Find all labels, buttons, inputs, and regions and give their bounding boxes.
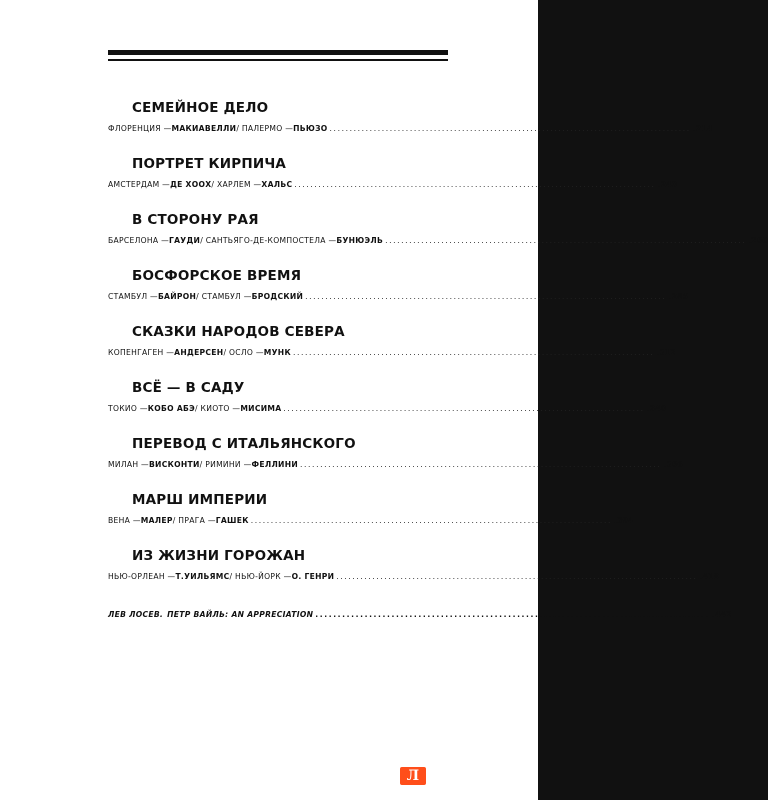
person-name: ХАЛЬС	[261, 180, 293, 189]
leader-dots: ..........................................................................................	[250, 516, 612, 525]
city-name: СТАМБУЛ —	[108, 292, 158, 301]
final-entry-page-number: .442	[711, 610, 732, 619]
person-name: МИСИМА	[240, 404, 282, 413]
person-name: БАЙРОН	[157, 292, 197, 301]
toc-entry	[108, 548, 720, 604]
city-name: / КИОТО —	[194, 404, 241, 413]
leader-dots: ..........................................................................................	[329, 124, 691, 133]
person-name: ДЕ ХООХ	[170, 180, 212, 189]
top-thick-rule	[108, 50, 448, 55]
city-name: БАРСЕЛОНА —	[108, 236, 169, 245]
chapter-title: ПОРТРЕТ КИРПИЧА	[132, 156, 287, 172]
person-name: МАЛЕР	[140, 516, 173, 525]
person-name: БУНЮЭЛЬ	[336, 236, 384, 245]
publisher-logo	[400, 767, 426, 785]
city-name: / ПРАГА —	[172, 516, 216, 525]
city-name: / САНТЬЯГО-ДЕ-КОМПОСТЕЛА —	[200, 236, 337, 245]
person-name: ГАУДИ	[168, 236, 201, 245]
chapter-title: ПЕРЕВОД С ИТАЛЬЯНСКОГО	[132, 436, 356, 452]
page-number: .240	[657, 180, 678, 189]
chapter-subtitle-line	[108, 404, 667, 413]
city-name: / ХАРЛЕМ —	[211, 180, 262, 189]
chapter-subtitle-line	[108, 180, 678, 189]
toc-entry	[108, 324, 676, 380]
table-of-contents	[108, 100, 768, 604]
city-name: ВЕНА —	[108, 516, 141, 525]
chapter-title: ИЗ ЖИЗНИ ГОРОЖАН	[132, 548, 306, 564]
leader-dots: ..........................................................................................	[283, 404, 645, 413]
city-name: КОПЕНГАГЕН —	[108, 348, 175, 357]
page-number: .260	[748, 236, 768, 245]
chapter-title: ВСЁ — В САДУ	[132, 380, 245, 396]
city-name: ТОКИО —	[108, 404, 148, 413]
leader-dots: ..........................................................................................	[385, 236, 747, 245]
chapter-subtitle-line	[108, 572, 720, 581]
toc-entry	[108, 436, 683, 492]
chapter-subtitle-line	[108, 348, 676, 357]
final-entry-title: ПЕТР ВАЙЛЬ: AN APPRECIATION	[167, 610, 314, 619]
logo-letter: Л	[406, 768, 420, 784]
toc-entry	[108, 212, 768, 268]
chapter-subtitle-line	[108, 292, 688, 301]
page-number: .286	[668, 292, 688, 301]
city-name: НЬЮ-ОРЛЕАН —	[108, 572, 176, 581]
person-name: О. ГЕНРИ	[291, 572, 335, 581]
person-name: ВИСКОНТИ	[148, 460, 200, 469]
chapter-title: СКАЗКИ НАРОДОВ СЕВЕРА	[132, 324, 345, 340]
leader-dots: ..........................................................................................	[292, 348, 655, 357]
page-number: .214	[692, 124, 713, 133]
leader-dots: ..........................................................................................	[300, 460, 662, 469]
top-thin-rule	[108, 59, 448, 61]
city-name: / ПАЛЕРМО —	[236, 124, 294, 133]
toc-entry	[108, 156, 678, 212]
chapter-subtitle-line	[108, 124, 713, 133]
chapter-subtitle-line	[108, 236, 768, 245]
city-name: / ОСЛО —	[223, 348, 264, 357]
chapter-title: В СТОРОНУ РАЯ	[132, 212, 259, 228]
chapter-title: СЕМЕЙНОЕ ДЕЛО	[132, 100, 269, 116]
toc-entry	[108, 492, 634, 548]
page-number: .340	[646, 404, 667, 413]
toc-final-entry	[108, 610, 732, 619]
person-name: ФЕЛЛИНИ	[251, 460, 299, 469]
chapter-title: БОСФОРСКОЕ ВРЕМЯ	[132, 268, 302, 284]
city-name: АМСТЕРДАМ —	[108, 180, 171, 189]
toc-entry	[108, 100, 713, 156]
chapter-subtitle-line	[108, 516, 634, 525]
leader-dots: ........................................................................................	[315, 610, 710, 619]
person-name: КОБО АБЭ	[147, 404, 195, 413]
person-name: МАКИАВЕЛЛИ	[171, 124, 237, 133]
person-name: БРОДСКИЙ	[251, 292, 304, 301]
city-name: МИЛАН —	[108, 460, 149, 469]
chapter-title: МАРШ ИМПЕРИИ	[132, 492, 268, 508]
city-name: ФЛОРЕНЦИЯ —	[108, 124, 172, 133]
chapter-subtitle-line	[108, 460, 683, 469]
final-entry-author: ЛЕВ ЛОСЕВ.	[108, 610, 164, 619]
page-number: .418	[699, 572, 720, 581]
person-name: АНДЕРСЕН	[174, 348, 224, 357]
person-name: Т.УИЛЬЯМС	[175, 572, 230, 581]
person-name: ПЬЮЗО	[293, 124, 328, 133]
person-name: ГАШЕК	[215, 516, 249, 525]
toc-entry	[108, 268, 688, 324]
page-number: .394	[613, 516, 634, 525]
toc-entry	[108, 380, 667, 436]
leader-dots: ..........................................................................................	[336, 572, 698, 581]
leader-dots: ..........................................................................................	[294, 180, 656, 189]
page-number: .366	[663, 460, 683, 469]
page-number: .312	[656, 348, 676, 357]
leader-dots: ..........................................................................................	[305, 292, 667, 301]
city-name: / НЬЮ-ЙОРК —	[229, 572, 292, 581]
city-name: / РИМИНИ —	[199, 460, 252, 469]
city-name: / СТАМБУЛ —	[196, 292, 252, 301]
person-name: МУНК	[263, 348, 291, 357]
